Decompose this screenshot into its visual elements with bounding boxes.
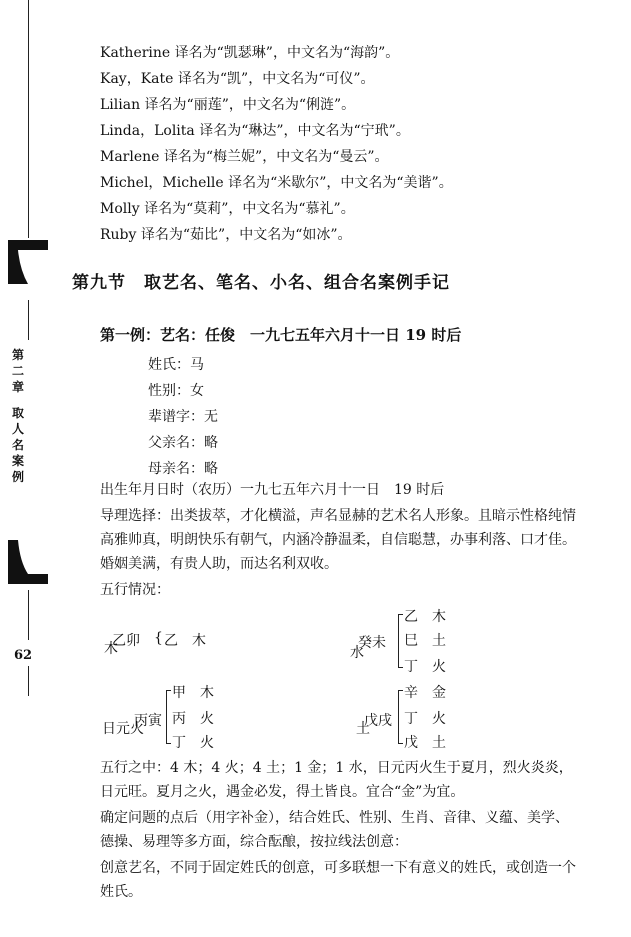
wuxing-summary: 五行之中：4 木；4 火；4 土；1 金；1 水，日元丙火生于夏月，烈火炎炎，日元旺。夏月之火，遇金必发，得土皆良。宜合“金”为宜。 <box>100 760 573 800</box>
margin-rule-bottom <box>28 666 29 696</box>
side-chapter-char: 章 <box>12 380 25 394</box>
name-entry: Katherine 译名为“凯瑟琳”，中文名为“海韵”。 <box>100 45 400 61</box>
confirm-paragraph: 确定问题的点后（用字补金），结合姓氏、性别、生肖、音律、义蕴、美学、德操、易理等多方面，综合酝酿，按拉线法创意： <box>100 810 569 850</box>
pillar-day-bracket <box>166 690 171 744</box>
field-surname: 姓氏：马 <box>148 357 204 373</box>
name-entry: Linda，Lolita 译名为“琳达”，中文名为“宁玳”。 <box>100 123 410 139</box>
wuxing-label: 五行情况： <box>100 582 170 598</box>
section-heading: 第九节 取艺名、笔名、小名、组合名案例手记 <box>72 273 450 293</box>
pillar-month-item: 巳 土 <box>404 633 446 649</box>
side-chapter-char: 案 <box>12 454 25 468</box>
name-entry: Kay，Kate 译名为“凯”，中文名为“可仪”。 <box>100 71 375 87</box>
pillar-day-item: 甲 木 <box>172 685 214 701</box>
pillar-hour-bracket <box>398 690 403 744</box>
pillar-year-element: 木 <box>104 641 118 657</box>
pillar-month-bracket <box>398 614 403 668</box>
side-chapter-char: 第 <box>12 348 25 362</box>
pillar-hour-item: 戊 土 <box>404 735 446 751</box>
field-mother-name: 母亲名：略 <box>148 461 218 477</box>
pillar-hour-item: 丁 火 <box>404 711 446 727</box>
margin-rule-lower <box>28 590 29 640</box>
pillar-hour-name: 戊戌 <box>364 713 392 729</box>
name-entry: Marlene 译名为“梅兰妮”，中文名为“曼云”。 <box>100 149 389 165</box>
side-chapter-char: 人 <box>12 422 25 436</box>
pillar-day-name: 丙寅 <box>134 713 162 729</box>
field-gender: 性别：女 <box>148 383 204 399</box>
pillar-year-name: 乙卯 <box>112 633 140 649</box>
pillar-day-element: 日元火 <box>102 721 144 737</box>
side-chapter-char: 取 <box>12 406 25 420</box>
name-entry: Lilian 译名为“丽莲”，中文名为“俐涟”。 <box>100 97 356 113</box>
chapter-tab-bottom <box>8 540 48 586</box>
pillar-month-element: 水 <box>350 645 364 661</box>
pillar-hour-element: 土 <box>356 721 370 737</box>
side-chapter-char: 二 <box>12 364 25 378</box>
pillar-hour-item: 辛 金 <box>404 685 446 701</box>
case-title: 第一例：艺名：任俊 一九七五年六月十一日 19 时后 <box>100 326 462 344</box>
pillar-month-item: 丁 火 <box>404 659 446 675</box>
creative-paragraph: 创意艺名，不同于固定姓氏的创意，可多联想一下有意义的姓氏，或创造一个姓氏。 <box>100 860 576 900</box>
pillar-day-item: 丙 火 <box>172 711 214 727</box>
margin-rule-top <box>28 0 29 238</box>
side-chapter-char: 名 <box>12 438 25 452</box>
margin-rule-middle <box>28 300 29 340</box>
pillar-day-item: 丁 火 <box>172 735 214 751</box>
side-chapter-char: 例 <box>12 470 25 484</box>
field-father-name: 父亲名：略 <box>148 435 218 451</box>
name-entry: Ruby 译名为“茹比”，中文名为“如冰”。 <box>100 227 352 243</box>
pillar-year-item: 乙 木 <box>164 633 206 649</box>
pillar-month-name: 癸未 <box>358 635 386 651</box>
name-entry: Molly 译名为“莫莉”，中文名为“慕礼”。 <box>100 201 355 217</box>
birth-info: 出生年月日时（农历）一九七五年六月十一日 19 时后 <box>100 482 445 498</box>
page-number: 62 <box>14 648 33 663</box>
field-generation-char: 辈谱字：无 <box>148 409 218 425</box>
guide-paragraph: 导理选择：出类拔萃，才化横溢，声名显赫的艺术名人形象。且暗示性格纯情高雅帅真，明朗快乐有朝气，内涵冷静温柔，自信聪慧，办事利落、口才佳。婚姻美满，有贵人助，而达名利双收。 <box>100 508 576 572</box>
pillar-month-item: 乙 木 <box>404 609 446 625</box>
pillar-year-bracket-mark: { <box>154 630 163 646</box>
name-entry: Michel，Michelle 译名为“米歇尔”，中文名为“美谐”。 <box>100 175 453 191</box>
chapter-tab-top <box>8 240 48 286</box>
